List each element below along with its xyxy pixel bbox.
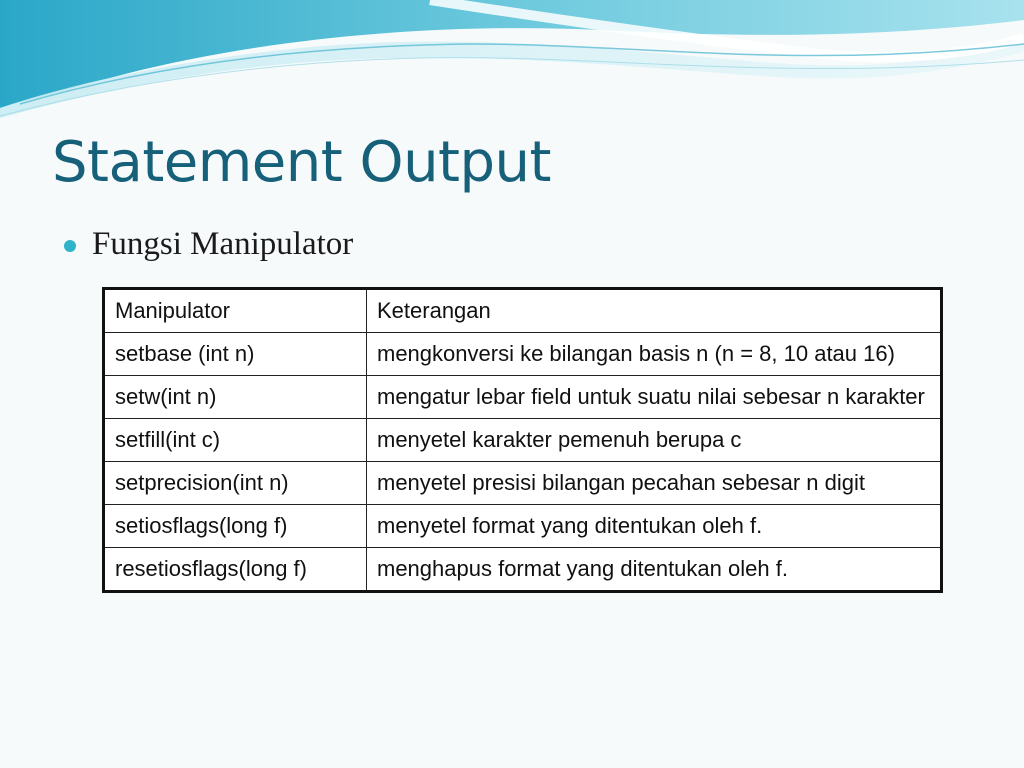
manipulator-cell: setprecision(int n) bbox=[104, 462, 367, 505]
keterangan-cell: menyetel karakter pemenuh berupa c bbox=[367, 419, 942, 462]
table-row bbox=[104, 376, 942, 419]
table-row bbox=[104, 333, 942, 376]
header-wave-decoration bbox=[0, 0, 1024, 120]
bullet-item bbox=[64, 226, 353, 263]
keterangan-cell: menghapus format yang ditentukan oleh f. bbox=[367, 548, 942, 592]
slide-title: Statement Output bbox=[52, 130, 552, 195]
manipulator-cell: setfill(int c) bbox=[104, 419, 367, 462]
keterangan-cell: menyetel format yang ditentukan oleh f. bbox=[367, 505, 942, 548]
manipulator-cell: setbase (int n) bbox=[104, 333, 367, 376]
manipulator-cell: setiosflags(long f) bbox=[104, 505, 367, 548]
manipulator-table bbox=[102, 287, 943, 593]
table-row bbox=[104, 462, 942, 505]
keterangan-cell: menyetel presisi bilangan pecahan sebesar n digit bbox=[367, 462, 942, 505]
keterangan-cell: mengatur lebar field untuk suatu nilai sebesar n karakter bbox=[367, 376, 942, 419]
table-row bbox=[104, 548, 942, 592]
table-row bbox=[104, 419, 942, 462]
bullet-text: Fungsi Manipulator bbox=[92, 226, 354, 262]
header-cell-keterangan: Keterangan bbox=[367, 289, 942, 333]
keterangan-cell: mengkonversi ke bilangan basis n (n = 8, 10 atau 16) bbox=[367, 333, 942, 376]
table-row bbox=[104, 505, 942, 548]
table-header-row bbox=[104, 289, 942, 333]
header-cell-manipulator: Manipulator bbox=[104, 289, 367, 333]
manipulator-cell: setw(int n) bbox=[104, 376, 367, 419]
bullet-dot-icon bbox=[64, 240, 76, 252]
manipulator-cell: resetiosflags(long f) bbox=[104, 548, 367, 592]
